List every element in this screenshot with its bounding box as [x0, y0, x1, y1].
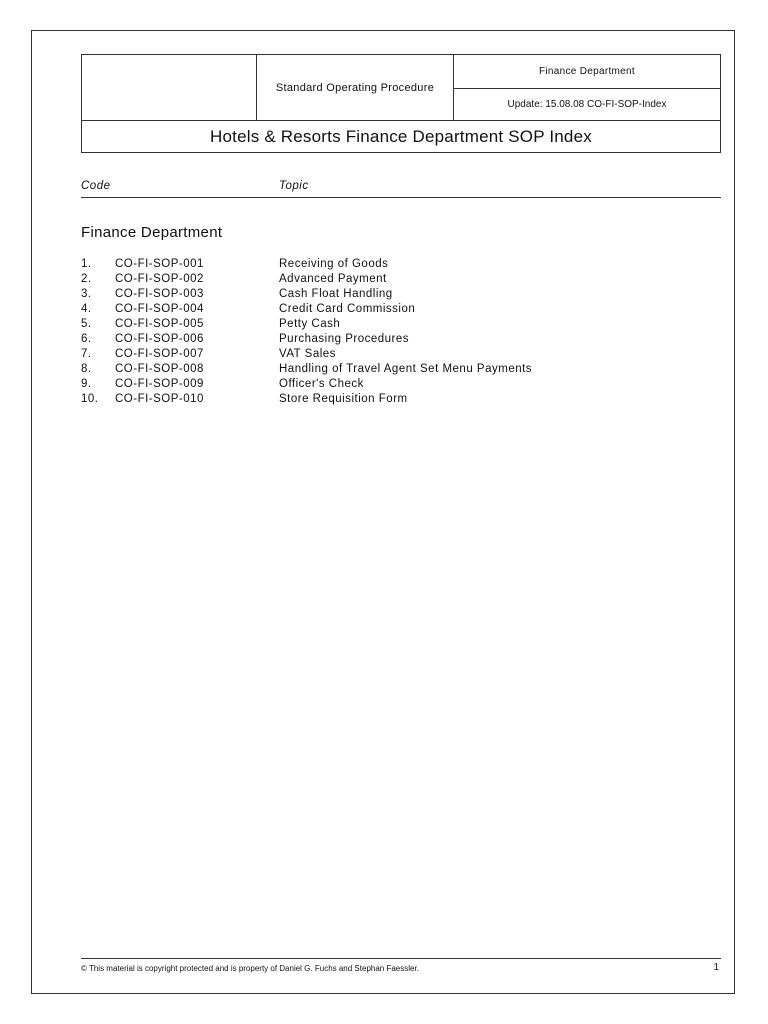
- list-item: [81, 347, 721, 362]
- sop-topic: Purchasing Procedures: [279, 333, 410, 345]
- list-item: [81, 302, 721, 317]
- list-item: [81, 257, 721, 272]
- item-number: 5.: [81, 318, 92, 330]
- sop-code: CO-FI-SOP-009: [115, 378, 204, 390]
- sop-topic: Officer's Check: [279, 378, 364, 390]
- document-header: [81, 54, 721, 153]
- list-item: [81, 362, 721, 377]
- sop-code: CO-FI-SOP-002: [115, 273, 204, 285]
- sop-topic: Credit Card Commission: [279, 303, 416, 315]
- code-column-header: Code: [81, 180, 111, 192]
- list-item: [81, 287, 721, 302]
- list-item: [81, 377, 721, 392]
- sop-code: CO-FI-SOP-004: [115, 303, 204, 315]
- topic-column-header: Topic: [279, 180, 309, 192]
- header-top-row: [82, 55, 720, 121]
- item-number: 4.: [81, 303, 92, 315]
- standard-operating-procedure-label: Standard Operating Procedure: [257, 55, 454, 120]
- column-headers: [81, 178, 721, 198]
- item-number: 2.: [81, 273, 92, 285]
- sop-topic: Cash Float Handling: [279, 288, 393, 300]
- sop-topic: Petty Cash: [279, 318, 341, 330]
- sop-topic: Advanced Payment: [279, 273, 387, 285]
- list-item: [81, 272, 721, 287]
- sop-topic: Receiving of Goods: [279, 258, 389, 270]
- logo-cell: [82, 55, 257, 120]
- sop-topic: Store Requisition Form: [279, 393, 408, 405]
- department-label: Finance Department: [454, 55, 720, 89]
- copyright-notice: © This material is copyright protected and is property of Daniel G. Fuchs and Stephan Faessler.: [81, 964, 419, 973]
- item-number: 3.: [81, 288, 92, 300]
- page-number: 1: [713, 962, 719, 973]
- sop-code: CO-FI-SOP-003: [115, 288, 204, 300]
- page-footer: [81, 958, 721, 978]
- list-item: [81, 392, 721, 407]
- document-title: Hotels & Resorts Finance Department SOP Index: [210, 126, 592, 146]
- sop-code: CO-FI-SOP-008: [115, 363, 204, 375]
- sop-code: CO-FI-SOP-001: [115, 258, 204, 270]
- item-number: 10.: [81, 393, 99, 405]
- sop-list: [81, 257, 721, 407]
- item-number: 9.: [81, 378, 92, 390]
- sop-code: CO-FI-SOP-007: [115, 348, 204, 360]
- item-number: 6.: [81, 333, 92, 345]
- sop-topic: VAT Sales: [279, 348, 336, 360]
- sop-topic: Handling of Travel Agent Set Menu Payments: [279, 363, 533, 375]
- section-title: Finance Department: [81, 224, 223, 241]
- update-label: Update: 15.08.08 CO-FI-SOP-Index: [507, 99, 667, 110]
- page-border: [31, 30, 735, 994]
- item-number: 1.: [81, 258, 92, 270]
- item-number: 7.: [81, 348, 92, 360]
- sop-code: CO-FI-SOP-010: [115, 393, 204, 405]
- sop-code: CO-FI-SOP-005: [115, 318, 204, 330]
- item-number: 8.: [81, 363, 92, 375]
- list-item: [81, 332, 721, 347]
- sop-code: CO-FI-SOP-006: [115, 333, 204, 345]
- list-item: [81, 317, 721, 332]
